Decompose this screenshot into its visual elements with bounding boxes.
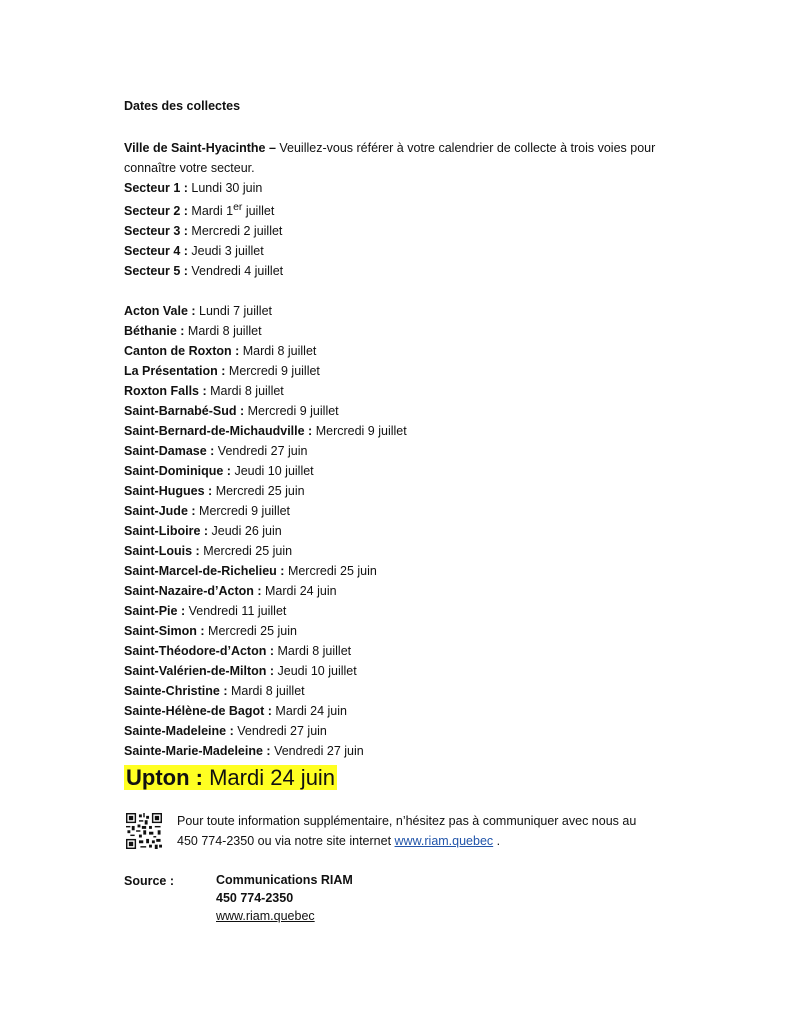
- sector-date: Mercredi 2 juillet: [191, 224, 283, 239]
- sector-date: Jeudi 3 juillet: [191, 244, 264, 259]
- municipality-line: [124, 421, 684, 441]
- municipality-line: [124, 301, 684, 321]
- document-page: [124, 96, 684, 941]
- intro-paragraph: [124, 138, 684, 178]
- info-line: Pour toute information supplémentaire, n’hésitez pas à communiquer avec nous au: [177, 814, 637, 829]
- collection-date: Vendredi 27 juin: [274, 744, 364, 759]
- source-label: Source :: [124, 874, 175, 889]
- intro-city: Ville de Saint-Hyacinthe –: [124, 141, 276, 155]
- collection-date: Jeudi 10 juillet: [234, 464, 314, 479]
- collection-date: Mardi 8 juillet: [277, 644, 352, 659]
- municipality-line: [124, 441, 684, 461]
- sector-date-end: juillet: [242, 204, 275, 219]
- collection-date: Mardi 24 juin: [275, 704, 347, 719]
- spacer: [124, 281, 684, 301]
- highlight-label: Upton :: [126, 765, 203, 791]
- municipality-line: [124, 321, 684, 341]
- municipality-name: Saint-Liboire :: [124, 524, 209, 539]
- collection-date: Mardi 8 juillet: [242, 344, 317, 359]
- sector-line: [124, 178, 684, 198]
- collection-date: Mardi 24 juin: [265, 584, 337, 599]
- municipality-line: [124, 501, 684, 521]
- document-title: Dates des collectes: [124, 99, 241, 113]
- info-text: [177, 811, 697, 851]
- sector-line: [124, 241, 684, 261]
- highlight-marker: [124, 765, 337, 790]
- highlight-line: [124, 763, 684, 793]
- municipality-name: Saint-Marcel-de-Richelieu :: [124, 564, 285, 579]
- municipality-name: Saint-Dominique :: [124, 464, 231, 479]
- intro-text: Veuillez-vous référer à votre calendrier de collecte à trois voies pour connaître votre secteur.: [124, 141, 656, 175]
- collection-date: Vendredi 27 juin: [237, 724, 327, 739]
- municipality-line: [124, 361, 684, 381]
- sector-list: [124, 178, 684, 281]
- municipality-name: Saint-Louis :: [124, 544, 200, 559]
- sector-date: Lundi 30 juin: [191, 181, 263, 195]
- municipality-name: La Présentation :: [124, 364, 226, 379]
- source-phone: 450 774-2350: [216, 891, 294, 906]
- collection-date: Mercredi 25 juin: [203, 544, 293, 559]
- source-details: [216, 871, 353, 925]
- municipality-line: [124, 721, 684, 741]
- info-line-end: .: [493, 834, 501, 849]
- highlight-date: Mardi 24 juin: [209, 765, 336, 791]
- collection-date: Mardi 8 juillet: [210, 384, 284, 399]
- info-line: [177, 831, 697, 851]
- municipality-name: Saint-Bernard-de-Michaudville :: [124, 424, 313, 439]
- collection-date: Mercredi 9 juillet: [315, 424, 407, 439]
- info-block: [124, 811, 684, 855]
- sector-label: Secteur 3 :: [124, 224, 188, 239]
- info-phone-text: 450 774-2350 ou via notre site internet: [177, 834, 395, 849]
- municipality-name: Saint-Valérien-de-Milton :: [124, 664, 275, 679]
- sector-date: Vendredi 4 juillet: [191, 264, 284, 279]
- collection-date: Jeudi 10 juillet: [277, 664, 357, 679]
- collection-date: Jeudi 26 juin: [211, 524, 282, 539]
- municipality-line: [124, 741, 684, 761]
- collection-date: Vendredi 11 juillet: [188, 604, 287, 619]
- municipality-line: [124, 601, 684, 621]
- municipality-name: Saint-Pie :: [124, 604, 186, 619]
- municipality-line: [124, 461, 684, 481]
- municipality-name: Canton de Roxton :: [124, 344, 240, 359]
- website-link[interactable]: www.riam.quebec: [394, 834, 494, 849]
- sector-label: Secteur 5 :: [124, 264, 188, 279]
- sector-date-superscript: er: [233, 202, 243, 213]
- municipality-line: [124, 521, 684, 541]
- municipality-line: [124, 681, 684, 701]
- sector-label: Secteur 2 :: [124, 204, 188, 219]
- collection-date: Mercredi 9 juillet: [199, 504, 291, 519]
- municipality-name: Saint-Jude :: [124, 504, 196, 519]
- collection-date: Mercredi 9 juillet: [228, 364, 320, 379]
- source-organization: Communications RIAM: [216, 873, 353, 888]
- municipality-name: Saint-Hugues :: [124, 484, 213, 499]
- municipality-name: Saint-Simon :: [124, 624, 205, 639]
- municipality-list: [124, 301, 684, 761]
- municipality-line: [124, 621, 684, 641]
- municipality-line: [124, 581, 684, 601]
- municipality-line: [124, 541, 684, 561]
- municipality-line: [124, 341, 684, 361]
- collection-date: Vendredi 27 juin: [217, 444, 308, 459]
- municipality-line: [124, 381, 684, 401]
- municipality-name: Saint-Théodore-d’Acton :: [124, 644, 274, 659]
- municipality-line: [124, 561, 684, 581]
- collection-date: Mercredi 25 juin: [287, 564, 377, 579]
- qr-code-icon[interactable]: [126, 813, 162, 849]
- municipality-name: Sainte-Christine :: [124, 684, 228, 699]
- municipality-line: [124, 701, 684, 721]
- municipality-name: Acton Vale :: [124, 304, 196, 319]
- sector-date: Mardi 1: [191, 204, 234, 219]
- municipality-line: [124, 401, 684, 421]
- municipality-name: Sainte-Madeleine :: [124, 724, 234, 739]
- municipality-name: Béthanie :: [124, 324, 185, 339]
- municipality-name: Sainte-Marie-Madeleine :: [124, 744, 271, 759]
- municipality-name: Saint-Barnabé-Sud :: [124, 404, 245, 419]
- sector-line: [124, 221, 684, 241]
- sector-line: [124, 198, 684, 221]
- source-website[interactable]: www.riam.quebec: [216, 909, 315, 924]
- collection-date: Mercredi 9 juillet: [247, 404, 339, 419]
- collection-date: Lundi 7 juillet: [199, 304, 272, 319]
- municipality-line: [124, 641, 684, 661]
- collection-date: Mercredi 25 juin: [215, 484, 305, 499]
- sector-line: [124, 261, 684, 281]
- sector-label: Secteur 4 :: [124, 244, 188, 259]
- municipality-name: Sainte-Hélène-de Bagot :: [124, 704, 272, 719]
- collection-date: Mercredi 25 juin: [208, 624, 297, 639]
- sector-label: Secteur 1 :: [124, 181, 188, 195]
- source-block: [124, 871, 684, 941]
- municipality-name: Roxton Falls :: [124, 384, 207, 399]
- municipality-line: [124, 481, 684, 501]
- municipality-line: [124, 661, 684, 681]
- municipality-name: Saint-Damase :: [124, 444, 215, 459]
- municipality-name: Saint-Nazaire-d’Acton :: [124, 584, 262, 599]
- collection-date: Mardi 8 juillet: [187, 324, 262, 339]
- collection-date: Mardi 8 juillet: [230, 684, 305, 699]
